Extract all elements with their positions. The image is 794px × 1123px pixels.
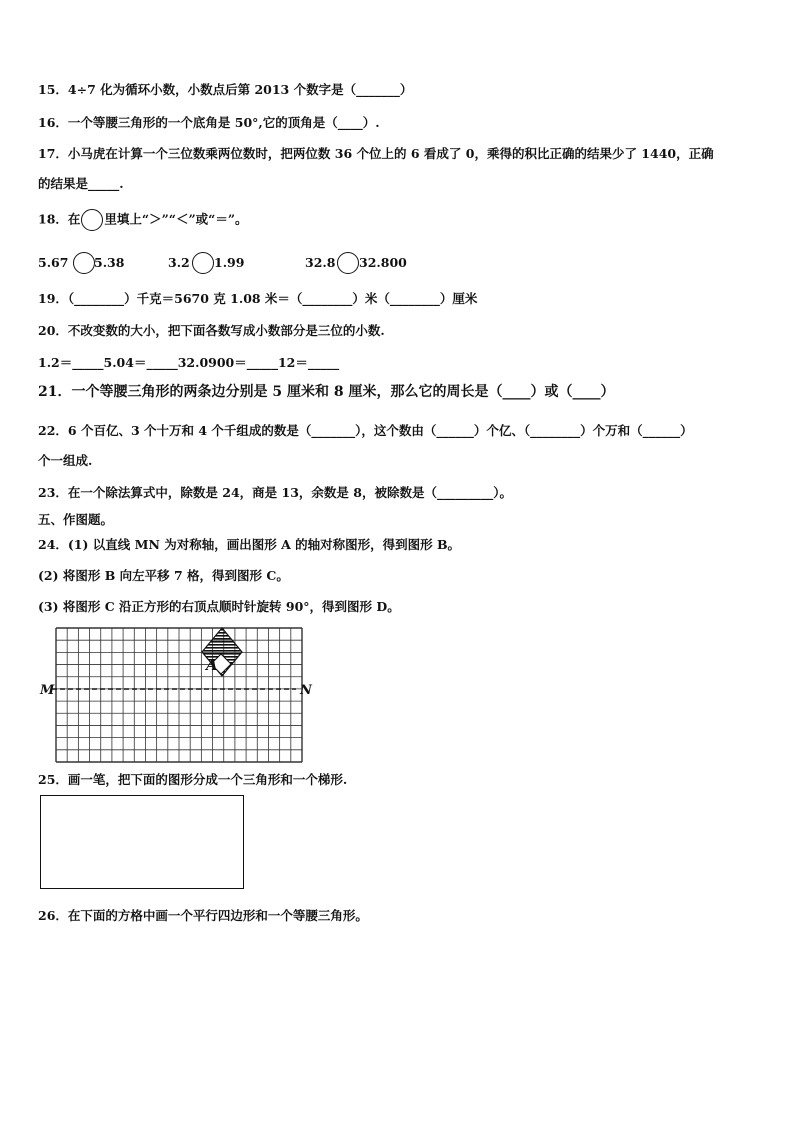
question-20: 20．不改变数的大小，把下面各数写成小数部分是三位的小数. (38, 323, 385, 338)
shape-label-a: A (206, 656, 218, 674)
question-24-part3: (3) 将图形 C 沿正方形的右顶点顺时针旋转 90°，得到图形 D。 (38, 599, 400, 614)
compare-circle-3[interactable] (337, 252, 359, 274)
compare-circle-1[interactable] (73, 252, 95, 274)
question-20-blanks: 1.2＝_____5.04＝_____32.0900＝_____12＝_____ (38, 355, 340, 370)
grid-svg (38, 626, 318, 766)
question-24-part2: (2) 将图形 B 向左平移 7 格，得到图形 C。 (38, 568, 289, 583)
label-m: M (40, 683, 55, 698)
section-five-heading: 五、作图题。 (38, 512, 114, 527)
question-18-prefix: 18．在 (38, 211, 81, 227)
question-15: 15．4÷7 化为循环小数，小数点后第 2013 个数字是（_______） (38, 82, 413, 97)
question-17-line1: 17．小马虎在计算一个三位数乘两位数时，把两位数 36 个位上的 6 看成了 0，乘得的积比正确的结果少了 1440，正确 (38, 146, 714, 161)
question-18 (38, 209, 248, 231)
grid-lines (56, 628, 302, 762)
blank-circle-icon (81, 209, 103, 231)
compare-left-1: 5.67 (38, 255, 69, 270)
comparison-row (38, 252, 538, 274)
question-17-line2: 的结果是_____. (38, 176, 124, 191)
symmetry-grid-figure (38, 626, 318, 766)
question-22-line2: 个一组成. (38, 453, 93, 468)
question-21: 21．一个等腰三角形的两条边分别是 5 厘米和 8 厘米，那么它的周长是（____）或（____） (38, 384, 615, 400)
compare-circle-2[interactable] (192, 252, 214, 274)
question-25: 25．画一笔，把下面的图形分成一个三角形和一个梯形. (38, 772, 348, 787)
question-24-part1: 24．(1) 以直线 MN 为对称轴，画出图形 A 的轴对称图形，得到图形 B。 (38, 537, 461, 552)
question-22-line1: 22．6 个百亿、3 个十万和 4 个千组成的数是（_______），这个数由（______）个亿、（________）个万和（______） (38, 423, 693, 438)
question-18-suffix: 里填上“＞”“＜”或“＝”。 (104, 211, 248, 227)
question-19: 19．（________）千克＝5670 克 1.08 米＝（________）米（________）厘米 (38, 291, 478, 306)
question-23: 23．在一个除法算式中，除数是 24，商是 13，余数是 8，被除数是（_________）。 (38, 485, 512, 500)
compare-right-3: 32.800 (359, 255, 407, 270)
compare-right-2: 1.99 (214, 255, 245, 270)
label-n: N (300, 683, 312, 698)
rectangle-figure[interactable] (40, 795, 244, 889)
question-26: 26．在下面的方格中画一个平行四边形和一个等腰三角形。 (38, 908, 368, 923)
compare-left-3: 32.8 (305, 255, 336, 270)
compare-left-2: 3.2 (168, 255, 190, 270)
question-16: 16．一个等腰三角形的一个底角是 50°,它的顶角是（____）. (38, 115, 380, 130)
compare-right-1: 5.38 (94, 255, 125, 270)
